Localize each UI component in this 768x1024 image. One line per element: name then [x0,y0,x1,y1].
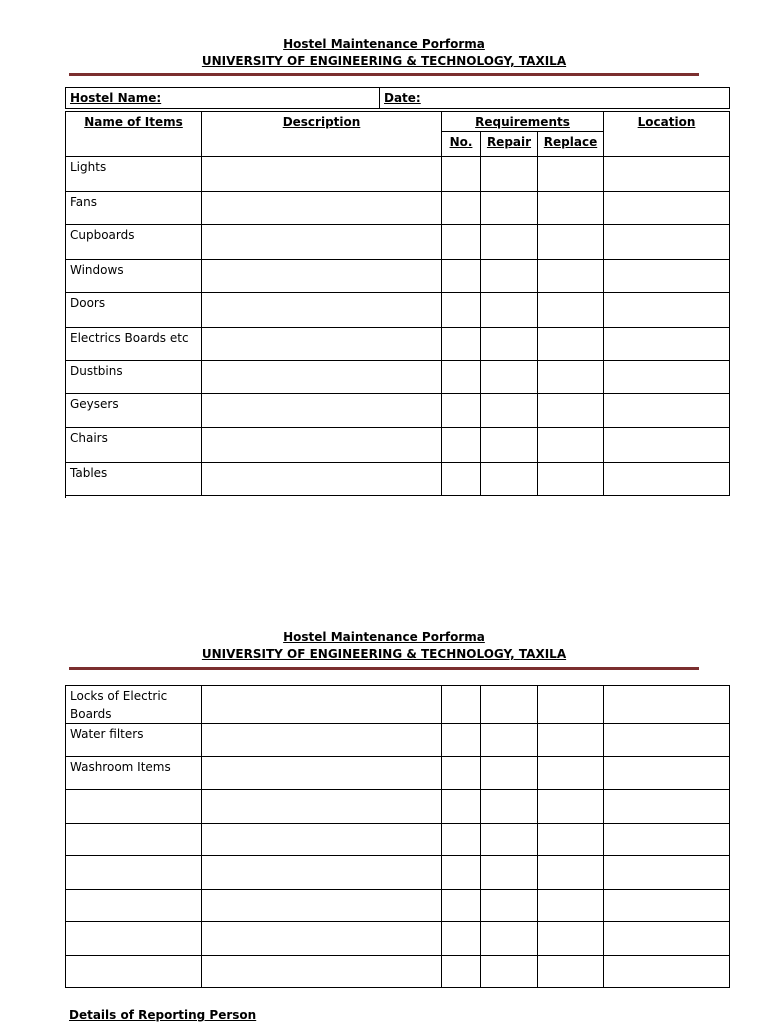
col-header-replace: Replace [538,132,604,157]
location-cell[interactable] [604,192,730,225]
replace-cell[interactable] [538,225,604,260]
location-cell[interactable] [604,686,730,724]
no-cell[interactable] [442,922,481,956]
repair-cell[interactable] [481,824,538,856]
replace-cell[interactable] [538,428,604,463]
item-name-cell [66,790,202,824]
description-cell[interactable] [202,856,442,890]
description-cell[interactable] [202,922,442,956]
repair-cell[interactable] [481,225,538,260]
form-subtitle: UNIVERSITY OF ENGINEERING & TECHNOLOGY, TAXILA [201,647,567,661]
col-header-repair: Repair [481,132,538,157]
location-cell[interactable] [604,225,730,260]
form-subtitle: UNIVERSITY OF ENGINEERING & TECHNOLOGY, TAXILA [201,54,567,68]
col-header-name: Name of Items [66,112,202,157]
item-name-cell: Washroom Items [66,757,202,790]
col-header-location: Location [604,112,730,157]
header-2 [0,629,768,663]
repair-cell[interactable] [481,890,538,922]
item-name-cell: Cupboards [66,225,202,260]
replace-cell[interactable] [538,824,604,856]
no-cell[interactable] [442,157,481,192]
description-cell[interactable] [202,757,442,790]
description-cell[interactable] [202,824,442,856]
repair-cell[interactable] [481,790,538,824]
item-name-cell: Lights [66,157,202,192]
replace-cell[interactable] [538,157,604,192]
description-cell[interactable] [202,724,442,757]
repair-cell[interactable] [481,394,538,428]
repair-cell[interactable] [481,757,538,790]
repair-cell[interactable] [481,922,538,956]
hostel-name-field[interactable]: Hostel Name: [66,88,380,109]
repair-cell[interactable] [481,260,538,293]
replace-cell[interactable] [538,724,604,757]
item-name-cell: Tables [66,463,202,496]
replace-cell[interactable] [538,757,604,790]
item-name-cell [66,856,202,890]
location-cell[interactable] [604,463,730,496]
items-table-1 [65,111,730,498]
location-cell[interactable] [604,922,730,956]
item-name-cell: Water filters [66,724,202,757]
item-name-cell [66,890,202,922]
no-cell[interactable] [442,192,481,225]
replace-cell[interactable] [538,361,604,394]
no-cell[interactable] [442,394,481,428]
reporting-person-heading: Details of Reporting Person [69,1008,257,1022]
no-cell[interactable] [442,260,481,293]
form-title: Hostel Maintenance Porforma [283,37,485,51]
repair-cell[interactable] [481,856,538,890]
item-name-cell: Windows [66,260,202,293]
no-cell[interactable] [442,361,481,394]
replace-cell[interactable] [538,686,604,724]
no-cell[interactable] [442,293,481,328]
item-name-cell: Doors [66,293,202,328]
location-cell[interactable] [604,328,730,361]
repair-cell[interactable] [481,361,538,394]
location-cell[interactable] [604,724,730,757]
description-cell[interactable] [202,463,442,496]
item-name-cell: Dustbins [66,361,202,394]
repair-cell[interactable] [481,463,538,496]
location-cell[interactable] [604,293,730,328]
description-cell[interactable] [202,157,442,192]
location-cell[interactable] [604,824,730,856]
description-cell[interactable] [202,225,442,260]
repair-cell[interactable] [481,724,538,757]
repair-cell[interactable] [481,157,538,192]
repair-cell[interactable] [481,428,538,463]
item-name-cell: Geysers [66,394,202,428]
repair-cell[interactable] [481,293,538,328]
item-name-cell: Locks of Electric Boards [66,686,202,724]
location-cell[interactable] [604,856,730,890]
no-cell[interactable] [442,956,481,988]
location-cell[interactable] [604,790,730,824]
header-1 [0,36,768,70]
description-cell[interactable] [202,260,442,293]
date-field[interactable]: Date: [380,88,730,109]
no-cell[interactable] [442,890,481,922]
description-cell[interactable] [202,361,442,394]
location-cell[interactable] [604,361,730,394]
replace-cell[interactable] [538,956,604,988]
location-cell[interactable] [604,890,730,922]
location-cell[interactable] [604,757,730,790]
item-name-cell [66,922,202,956]
repair-cell[interactable] [481,328,538,361]
col-header-requirements: Requirements [442,112,604,132]
replace-cell[interactable] [538,192,604,225]
no-cell[interactable] [442,463,481,496]
location-cell[interactable] [604,394,730,428]
description-cell[interactable] [202,192,442,225]
no-cell[interactable] [442,856,481,890]
description-cell[interactable] [202,890,442,922]
location-cell[interactable] [604,428,730,463]
no-cell[interactable] [442,225,481,260]
replace-cell[interactable] [538,394,604,428]
description-cell[interactable] [202,328,442,361]
no-cell[interactable] [442,824,481,856]
item-name-cell: Chairs [66,428,202,463]
no-cell[interactable] [442,790,481,824]
replace-cell[interactable] [538,260,604,293]
no-cell[interactable] [442,757,481,790]
location-cell[interactable] [604,157,730,192]
description-cell[interactable] [202,686,442,724]
item-name-cell [66,824,202,856]
form-title: Hostel Maintenance Porforma [283,630,485,644]
replace-cell[interactable] [538,922,604,956]
location-cell[interactable] [604,956,730,988]
no-cell[interactable] [442,686,481,724]
description-cell[interactable] [202,293,442,328]
location-cell[interactable] [604,260,730,293]
header-rule [69,667,699,670]
item-name-cell [66,956,202,988]
repair-cell[interactable] [481,192,538,225]
item-name-cell: Electrics Boards etc [66,328,202,361]
replace-cell[interactable] [538,293,604,328]
info-row [65,87,730,109]
description-cell[interactable] [202,790,442,824]
no-cell[interactable] [442,328,481,361]
replace-cell[interactable] [538,328,604,361]
description-cell[interactable] [202,394,442,428]
replace-cell[interactable] [538,790,604,824]
items-table-2 [65,685,730,988]
no-cell[interactable] [442,428,481,463]
repair-cell[interactable] [481,956,538,988]
header-rule [69,73,699,76]
replace-cell[interactable] [538,890,604,922]
description-cell[interactable] [202,956,442,988]
col-header-no: No. [442,132,481,157]
col-header-description: Description [202,112,442,157]
item-name-cell: Fans [66,192,202,225]
replace-cell[interactable] [538,856,604,890]
replace-cell[interactable] [538,463,604,496]
repair-cell[interactable] [481,686,538,724]
description-cell[interactable] [202,428,442,463]
no-cell[interactable] [442,724,481,757]
